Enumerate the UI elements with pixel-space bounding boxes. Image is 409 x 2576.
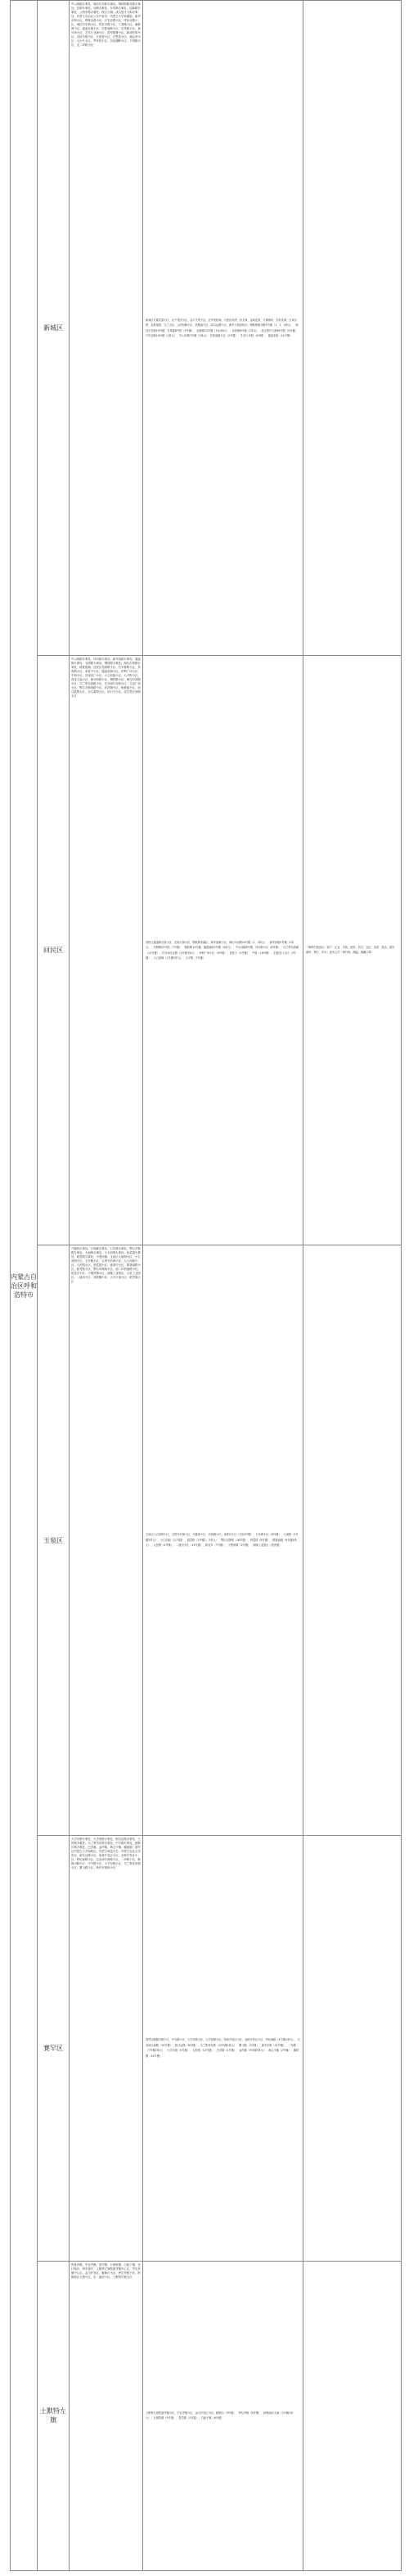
table-row [11, 1, 402, 656]
community-list-cell [143, 1245, 303, 1835]
community-list-text: 新城区名都花园小区、东方花园小区、金宇文苑小区、巨华世纪城、兴泰东河湾、恒大城、金地花园、万锦海岸、东河龙城、仕奇名苑、金桥丽景、乌兰小区、公园东路小区、铁路南小区、昭乌达路小区、新华大街居民区；锡林郭勒北路1号楼（1、2、3单元）、海拉尔东路15号楼、东风路8号院（3号楼）、迎新路12号楼（1至4单元）、北垣街6号楼（2单元）、成吉思汗大街65号院（5号楼）、兴安北路19号楼（1单元）、中山东路7号楼（3单元）；东影南路小区（2号楼）、艺术厅北街（4号楼）、通道北街（11号楼） [146, 318, 300, 338]
area-list-text: 中山西路办事处、海拉尔东路办事处、锡林郭勒北路办事处、东街办事处、西街办事处、东风路办事处、迎新路办事处、公园东路办事处、保合少镇、成吉思汗大街办事处；内蒙古自治区公安厅宿舍、内蒙古大学家属院、新华东街小区、锡林北路小区、兴安北路小区、呼伦北路小区、海拉尔东路小区、哲里木路小区、丁香路小区、满都海小区、通道北街小区、东影南路小区、东风路小区、赛马场小区、艺术厅北街小区、将军衙署小区、新城东街小区、北垣东街小区、五里营小区、讨思浩小区、毫沁营小区、大台什小区、罗家营小区、奈伦湖畔小区、丰州路小区、北二环路小区 [71, 2, 141, 47]
community-list-text: 土默特左旗察素齐镇小区、毕克齐镇小区、金川开发区小区；敕勒川（3号楼）、萨拉齐街（8号楼）、阿勒坦汗大街（2号楼1单元）、台阁牧镇（5号楼）、善岱镇（1号楼）、白庙子镇（6号楼） [146, 2411, 294, 2420]
community-list-cell [143, 1835, 303, 2261]
note-cell [303, 1, 402, 656]
area-list-cell [70, 1835, 143, 2261]
note-text: 二维码扫码登记：商户、企业、学校、医院、机关、社区、宾馆、饭店、超市、商场、银行、车站；进出人员一律扫码、测温、佩戴口罩 [306, 946, 398, 954]
province-label: 内蒙古自治区呼和浩特市 [11, 1272, 37, 1299]
area-list-text: 察素齐镇、毕克齐镇、善岱镇、台阁牧镇、白庙子镇、北什轴乡、塔布赛乡；土默特左旗察素齐镇中心区、毕克齐镇中心区、金川开发区、敕勒川小区、萨拉齐街小区、阿勒坦汗大街小区、东二道河小区、土默特学校小区 [71, 2262, 141, 2279]
province-cell [11, 1, 38, 2571]
area-list-text: 中山西路办事处、环河街办事处、新华西路办事处、通道街办事处、光明路办事处、钢铁路办事处、海拉尔西路办事处、攸攸板镇；回民区光明路小区、石羊桥路小区、县府街小区、宽巷子小区、通道南街小区、伊利广场小区、牛街小区、旧城北门小区、大召前街小区、太平街小区、西龙王庙小区、新华西路小区、钢铁路小区、海拉尔西路小区、乌兰察布西路小区、巴彦淖尔北路小区、万达广场小区、鄂尔多斯西路小区、环河街小区、攸攸板小区、西乌素图小区、东乌素图小区、坝口子小区、成吉思汗西街小区 [71, 658, 141, 698]
area-list-cell [70, 656, 143, 1245]
community-list-cell [143, 1, 303, 656]
district-name: 玉泉区 [43, 1536, 63, 1544]
district-cell [38, 1245, 70, 1835]
area-list-text: 大学东路办事处、大学西路办事处、昭乌达路办事处、人民路办事处、乌兰察布东路办事处、中专路办事处、敕勒川路办事处、巴彦镇、金河镇、黄合少镇、榆林镇；赛罕区内蒙古大学南校区、内蒙古师范大学、内蒙古农业大学东区、昭乌达路小区、如意开发区小区、金桥开发区小区、呼伦南路小区、巴彦淖尔南路小区、二环路小区、敕勒川路小区、中专路小区、大学东街小区、乌兰察布东路小区、腾飞路小区、新华东街南小区 [71, 1837, 141, 1869]
community-list-text: 回民区通道街北巷小区、光明大街小区、钢铁路家属区、新华西路小区；海拉尔西路10号楼（2、3单元）、新华西路5号楼（1单元）、光明路22号院（7号楼）、钢铁路14号楼、通道南街3号楼（4单元）、中山西路8号楼、环河街小区（6号楼）、乌兰察布西路（12号楼）、巴彦淖尔北路（2号楼3单元）、伊利广场小区（9号楼）、宽巷子（5号楼）、牛街（18号楼）、旧城北门小区（3号楼）、大召前街（1号楼2单元）、太平街（7号楼） [146, 941, 299, 960]
district-table [10, 0, 402, 2571]
area-list-cell [70, 1245, 143, 1835]
table-row [11, 656, 402, 1245]
area-list-cell [70, 1, 143, 656]
district-cell [38, 1, 70, 656]
table-row [11, 2261, 402, 2570]
table-row [11, 1835, 402, 2261]
note-cell [303, 1835, 402, 2261]
area-list-text: 兴隆巷办事处、长和廊办事处、石东路办事处、鄂尔多斯路办事处、大南街办事处、小召前街办事处、西菜园办事处、昭君路办事处、小黑河镇；玉泉区大南街小区、小召前街小区、石东路小区、五塔寺后街小区、大召西巷小区、人民路小区、西菜园小区、南茶坊小区、锡林南路小区、昭君路小区、鄂尔多斯路小区、南二环快速路小区、桃花乡小区、小黑河镇小区、裕隆工业园区、玉泉工业园区、二道河小区、西把栅小区、大台什南小区、昭君墓小区 [71, 1247, 141, 1284]
district-name: 土默特左旗 [40, 2407, 66, 2425]
district-cell [38, 656, 70, 1245]
district-name: 回民区 [43, 947, 63, 955]
district-name: 赛罕区 [43, 2044, 63, 2052]
district-cell [38, 1835, 70, 2261]
area-list-cell [70, 2261, 143, 2570]
community-list-cell [143, 656, 303, 1245]
note-cell [303, 656, 402, 1245]
table-row [11, 1245, 402, 1835]
community-list-text: 赛罕区敕勒川路小区、中专路小区、大学东路小区、大学西路小区；如意开发区小区、金桥开发区小区、呼伦南路（4号楼2单元）、巴彦淖尔南路（10号楼）、昭乌达路（6号楼）、乌兰察布东路（15号楼1单元）、腾飞路（3号楼）、新华东街（21号楼）、二环路（7号楼2单元）、大学东街（5号楼）、人民路（12号楼）、巴彦镇（1号楼）、金河镇（9号楼3单元）、黄合少镇（2号楼）、榆林镇（14号楼） [146, 2038, 300, 2058]
district-cell [38, 2261, 70, 2570]
note-cell [303, 2261, 402, 2570]
note-cell [303, 1245, 402, 1835]
district-name: 新城区 [43, 324, 63, 332]
data-sheet [10, 0, 401, 2571]
community-list-text: 玉泉区大召前街小区、五塔寺后街小区、兴隆巷小区、长和廊小区；南茶坊小区（1至4号楼）、石东路小区（8号楼）、大南街（5号楼3单元）、小召前街（11号楼）、昭君路（2号楼1、2单元）、鄂尔多斯路（16号楼）、西菜园（6号楼）、锡林南路（9号楼4单元）、人民路（4号楼）、二道河小区（13号楼）、桃花乡（7号楼）、小黑河镇（2号楼）、裕隆工业园区（宿舍楼） [146, 1533, 299, 1548]
community-list-cell [143, 2261, 303, 2570]
